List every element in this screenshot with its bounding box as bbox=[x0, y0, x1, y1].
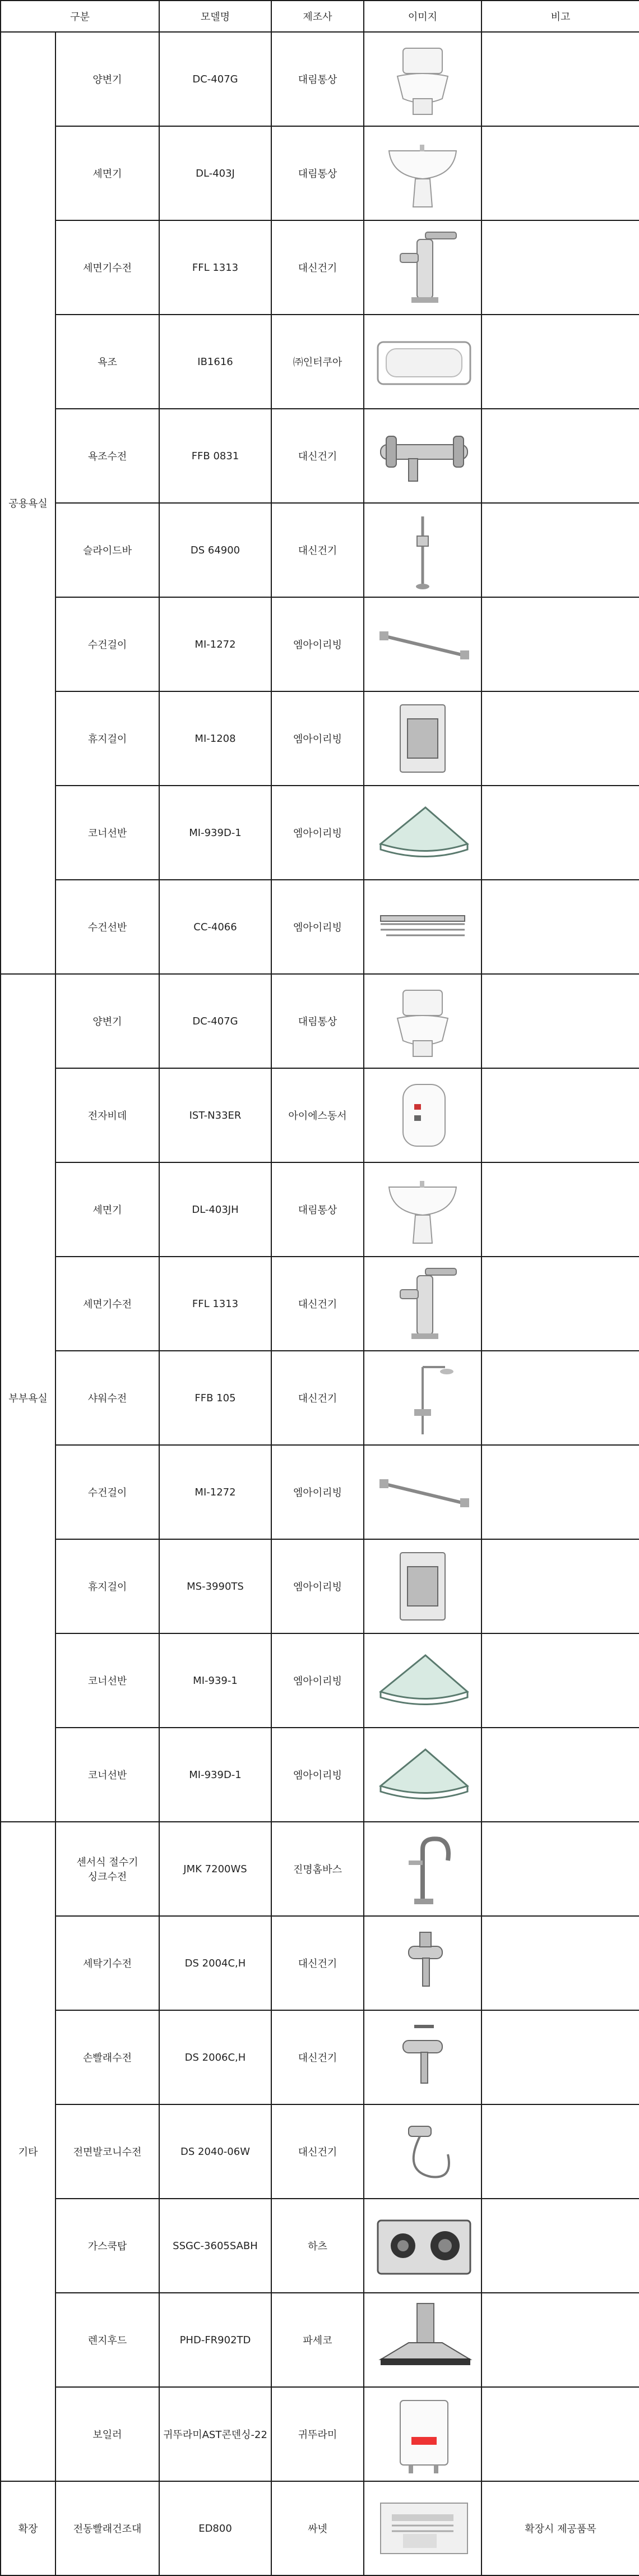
maker-name: 대신건기 bbox=[271, 2104, 364, 2199]
header-maker: 제조사 bbox=[271, 1, 364, 32]
maker-name: 대신건기 bbox=[271, 220, 364, 315]
table-row bbox=[1, 1068, 639, 1162]
table-row bbox=[1, 409, 639, 503]
range-hood-icon bbox=[364, 2293, 481, 2386]
maker-name: 엠아이리빙 bbox=[271, 880, 364, 974]
basin-faucet-icon bbox=[364, 221, 481, 314]
table-row bbox=[1, 1633, 639, 1728]
note bbox=[481, 2010, 639, 2104]
product-image bbox=[364, 1257, 481, 1351]
note bbox=[481, 2293, 639, 2387]
product-image bbox=[364, 1822, 481, 1916]
model-name: DS 64900 bbox=[159, 503, 271, 597]
note bbox=[481, 220, 639, 315]
item-name: 휴지걸이 bbox=[55, 1539, 159, 1633]
table-row bbox=[1, 503, 639, 597]
table-row bbox=[1, 1916, 639, 2010]
model-name: DS 2040-06W bbox=[159, 2104, 271, 2199]
product-image bbox=[364, 409, 481, 503]
maker-name: 대림통상 bbox=[271, 32, 364, 126]
note bbox=[481, 1822, 639, 1916]
towel-bar-icon bbox=[364, 598, 481, 691]
model-name: DS 2006C,H bbox=[159, 2010, 271, 2104]
corner-shelf-icon bbox=[364, 1634, 481, 1727]
towel-bar-icon bbox=[364, 1446, 481, 1539]
maker-name: 대신건기 bbox=[271, 503, 364, 597]
header-note: 비고 bbox=[481, 1, 639, 32]
table-row bbox=[1, 974, 639, 1068]
product-image bbox=[364, 2481, 481, 2575]
maker-name: 대림통상 bbox=[271, 126, 364, 220]
table-row bbox=[1, 1728, 639, 1822]
product-image bbox=[364, 1539, 481, 1633]
bath-faucet-icon bbox=[364, 409, 481, 502]
item-name: 센서식 절수기 싱크수전 bbox=[55, 1822, 159, 1916]
product-image bbox=[364, 1728, 481, 1822]
product-image bbox=[364, 880, 481, 974]
table-row bbox=[1, 786, 639, 880]
group-label: 부부욕실 bbox=[1, 974, 55, 1822]
product-image bbox=[364, 315, 481, 409]
table-row bbox=[1, 880, 639, 974]
bidet-icon bbox=[364, 1069, 481, 1162]
product-image bbox=[364, 2199, 481, 2293]
item-name: 휴지걸이 bbox=[55, 691, 159, 786]
item-name: 코너선반 bbox=[55, 786, 159, 880]
note bbox=[481, 126, 639, 220]
note bbox=[481, 880, 639, 974]
model-name: MI-939D-1 bbox=[159, 1728, 271, 1822]
group-label: 공용욕실 bbox=[1, 32, 55, 974]
note bbox=[481, 1162, 639, 1257]
maker-name: 엠아이리빙 bbox=[271, 1539, 364, 1633]
item-name: 세면기 bbox=[55, 126, 159, 220]
model-name: 귀뚜라미AST콘덴싱-22 bbox=[159, 2387, 271, 2481]
paper-holder-icon bbox=[364, 692, 481, 785]
model-name: DC-407G bbox=[159, 32, 271, 126]
note bbox=[481, 315, 639, 409]
table-row bbox=[1, 2293, 639, 2387]
item-name: 손빨래수전 bbox=[55, 2010, 159, 2104]
maker-name: 대림통상 bbox=[271, 974, 364, 1068]
slide-bar-icon bbox=[364, 504, 481, 597]
item-name: 수건선반 bbox=[55, 880, 159, 974]
washbasin-icon bbox=[364, 127, 481, 220]
gas-cooktop-icon bbox=[364, 2199, 481, 2292]
product-image bbox=[364, 2010, 481, 2104]
header-category: 구분 bbox=[1, 1, 159, 32]
model-name: FFB 105 bbox=[159, 1351, 271, 1445]
product-image bbox=[364, 220, 481, 315]
note bbox=[481, 1916, 639, 2010]
maker-name: 엠아이리빙 bbox=[271, 1633, 364, 1728]
item-name: 렌지후드 bbox=[55, 2293, 159, 2387]
bathtub-icon bbox=[364, 315, 481, 408]
table-row bbox=[1, 315, 639, 409]
product-image bbox=[364, 2104, 481, 2199]
note bbox=[481, 786, 639, 880]
item-name: 샤워수전 bbox=[55, 1351, 159, 1445]
note bbox=[481, 1445, 639, 1539]
toilet-icon bbox=[364, 33, 481, 126]
header-model: 모델명 bbox=[159, 1, 271, 32]
product-image bbox=[364, 1445, 481, 1539]
product-image bbox=[364, 1351, 481, 1445]
table-row bbox=[1, 597, 639, 691]
note bbox=[481, 1068, 639, 1162]
maker-name: 엠아이리빙 bbox=[271, 786, 364, 880]
product-image bbox=[364, 2387, 481, 2481]
note bbox=[481, 691, 639, 786]
model-name: DS 2004C,H bbox=[159, 1916, 271, 2010]
maker-name: 대신건기 bbox=[271, 1351, 364, 1445]
product-image bbox=[364, 1068, 481, 1162]
maker-name: 귀뚜라미 bbox=[271, 2387, 364, 2481]
product-image bbox=[364, 1916, 481, 2010]
model-name: MS-3990TS bbox=[159, 1539, 271, 1633]
maker-name: 대신건기 bbox=[271, 2010, 364, 2104]
handwash-faucet-icon bbox=[364, 2011, 481, 2104]
maker-name: 대신건기 bbox=[271, 409, 364, 503]
maker-name: 하츠 bbox=[271, 2199, 364, 2293]
note bbox=[481, 2387, 639, 2481]
model-name: MI-1272 bbox=[159, 1445, 271, 1539]
shower-faucet-icon bbox=[364, 1351, 481, 1444]
product-image bbox=[364, 597, 481, 691]
note bbox=[481, 32, 639, 126]
model-name: JMK 7200WS bbox=[159, 1822, 271, 1916]
model-name: DL-403J bbox=[159, 126, 271, 220]
item-name: 세면기수전 bbox=[55, 220, 159, 315]
item-name: 수건걸이 bbox=[55, 597, 159, 691]
model-name: IB1616 bbox=[159, 315, 271, 409]
model-name: FFB 0831 bbox=[159, 409, 271, 503]
corner-shelf-icon bbox=[364, 1728, 481, 1821]
model-name: DC-407G bbox=[159, 974, 271, 1068]
group-label: 확장 bbox=[1, 2481, 55, 2575]
model-name: MI-939D-1 bbox=[159, 786, 271, 880]
group-label: 기타 bbox=[1, 1822, 55, 2481]
table-row bbox=[1, 1257, 639, 1351]
model-name: MI-1272 bbox=[159, 597, 271, 691]
item-name: 전면발코니수전 bbox=[55, 2104, 159, 2199]
table-row bbox=[1, 1445, 639, 1539]
maker-name: 엠아이리빙 bbox=[271, 597, 364, 691]
note bbox=[481, 1351, 639, 1445]
model-name: MI-939-1 bbox=[159, 1633, 271, 1728]
item-name: 전동빨래건조대 bbox=[55, 2481, 159, 2575]
washer-faucet-icon bbox=[364, 1917, 481, 2010]
paper-holder-icon bbox=[364, 1540, 481, 1633]
note bbox=[481, 1633, 639, 1728]
washbasin-icon bbox=[364, 1163, 481, 1256]
item-name: 세면기 bbox=[55, 1162, 159, 1257]
product-image bbox=[364, 1633, 481, 1728]
basin-faucet-icon bbox=[364, 1257, 481, 1350]
table-row bbox=[1, 2010, 639, 2104]
laundry-dryer-icon bbox=[364, 2482, 481, 2575]
item-name: 코너선반 bbox=[55, 1728, 159, 1822]
item-name: 욕조 bbox=[55, 315, 159, 409]
model-name: PHD-FR902TD bbox=[159, 2293, 271, 2387]
product-image bbox=[364, 691, 481, 786]
product-image bbox=[364, 974, 481, 1068]
table-row bbox=[1, 32, 639, 126]
maker-name: 대신건기 bbox=[271, 1257, 364, 1351]
table-row bbox=[1, 1539, 639, 1633]
item-name: 세면기수전 bbox=[55, 1257, 159, 1351]
item-name: 세탁기수전 bbox=[55, 1916, 159, 2010]
sink-faucet-icon bbox=[364, 1822, 481, 1915]
table-row bbox=[1, 2199, 639, 2293]
maker-name: 아이에스동서 bbox=[271, 1068, 364, 1162]
table-row bbox=[1, 1822, 639, 1916]
item-name: 양변기 bbox=[55, 32, 159, 126]
maker-name: 엠아이리빙 bbox=[271, 1728, 364, 1822]
note bbox=[481, 974, 639, 1068]
product-image bbox=[364, 1162, 481, 1257]
table-row bbox=[1, 2481, 639, 2575]
model-name: FFL 1313 bbox=[159, 1257, 271, 1351]
model-name: IST-N33ER bbox=[159, 1068, 271, 1162]
note bbox=[481, 503, 639, 597]
model-name: FFL 1313 bbox=[159, 220, 271, 315]
item-name: 욕조수전 bbox=[55, 409, 159, 503]
note bbox=[481, 1539, 639, 1633]
maker-name: 대림통상 bbox=[271, 1162, 364, 1257]
table-row bbox=[1, 1351, 639, 1445]
product-image bbox=[364, 2293, 481, 2387]
model-name: ED800 bbox=[159, 2481, 271, 2575]
item-name: 슬라이드바 bbox=[55, 503, 159, 597]
item-name: 양변기 bbox=[55, 974, 159, 1068]
table-row bbox=[1, 1162, 639, 1257]
product-image bbox=[364, 126, 481, 220]
towel-shelf-icon bbox=[364, 880, 481, 973]
maker-name: ㈜인터쿠아 bbox=[271, 315, 364, 409]
maker-name: 엠아이리빙 bbox=[271, 1445, 364, 1539]
maker-name: 싸넷 bbox=[271, 2481, 364, 2575]
header-image: 이미지 bbox=[364, 1, 481, 32]
model-name: CC-4066 bbox=[159, 880, 271, 974]
model-name: MI-1208 bbox=[159, 691, 271, 786]
boiler-icon bbox=[364, 2388, 481, 2481]
maker-name: 대신건기 bbox=[271, 1916, 364, 2010]
model-name: SSGC-3605SABH bbox=[159, 2199, 271, 2293]
table-row bbox=[1, 691, 639, 786]
item-name: 가스쿡탑 bbox=[55, 2199, 159, 2293]
header-row bbox=[1, 1, 639, 32]
corner-shelf-icon bbox=[364, 786, 481, 879]
product-image bbox=[364, 503, 481, 597]
item-name: 코너선반 bbox=[55, 1633, 159, 1728]
note: 확장시 제공품목 bbox=[481, 2481, 639, 2575]
item-name: 전자비데 bbox=[55, 1068, 159, 1162]
maker-name: 파세코 bbox=[271, 2293, 364, 2387]
toilet-icon bbox=[364, 975, 481, 1068]
model-name: DL-403JH bbox=[159, 1162, 271, 1257]
maker-name: 진명홈바스 bbox=[271, 1822, 364, 1916]
balcony-faucet-icon bbox=[364, 2105, 481, 2198]
maker-name: 엠아이리빙 bbox=[271, 691, 364, 786]
table-row bbox=[1, 220, 639, 315]
product-image bbox=[364, 32, 481, 126]
item-name: 보일러 bbox=[55, 2387, 159, 2481]
note bbox=[481, 2199, 639, 2293]
note bbox=[481, 1257, 639, 1351]
note bbox=[481, 2104, 639, 2199]
table-row bbox=[1, 126, 639, 220]
table-row bbox=[1, 2387, 639, 2481]
table-row bbox=[1, 2104, 639, 2199]
item-name: 수건걸이 bbox=[55, 1445, 159, 1539]
note bbox=[481, 597, 639, 691]
note bbox=[481, 1728, 639, 1822]
note bbox=[481, 409, 639, 503]
product-image bbox=[364, 786, 481, 880]
